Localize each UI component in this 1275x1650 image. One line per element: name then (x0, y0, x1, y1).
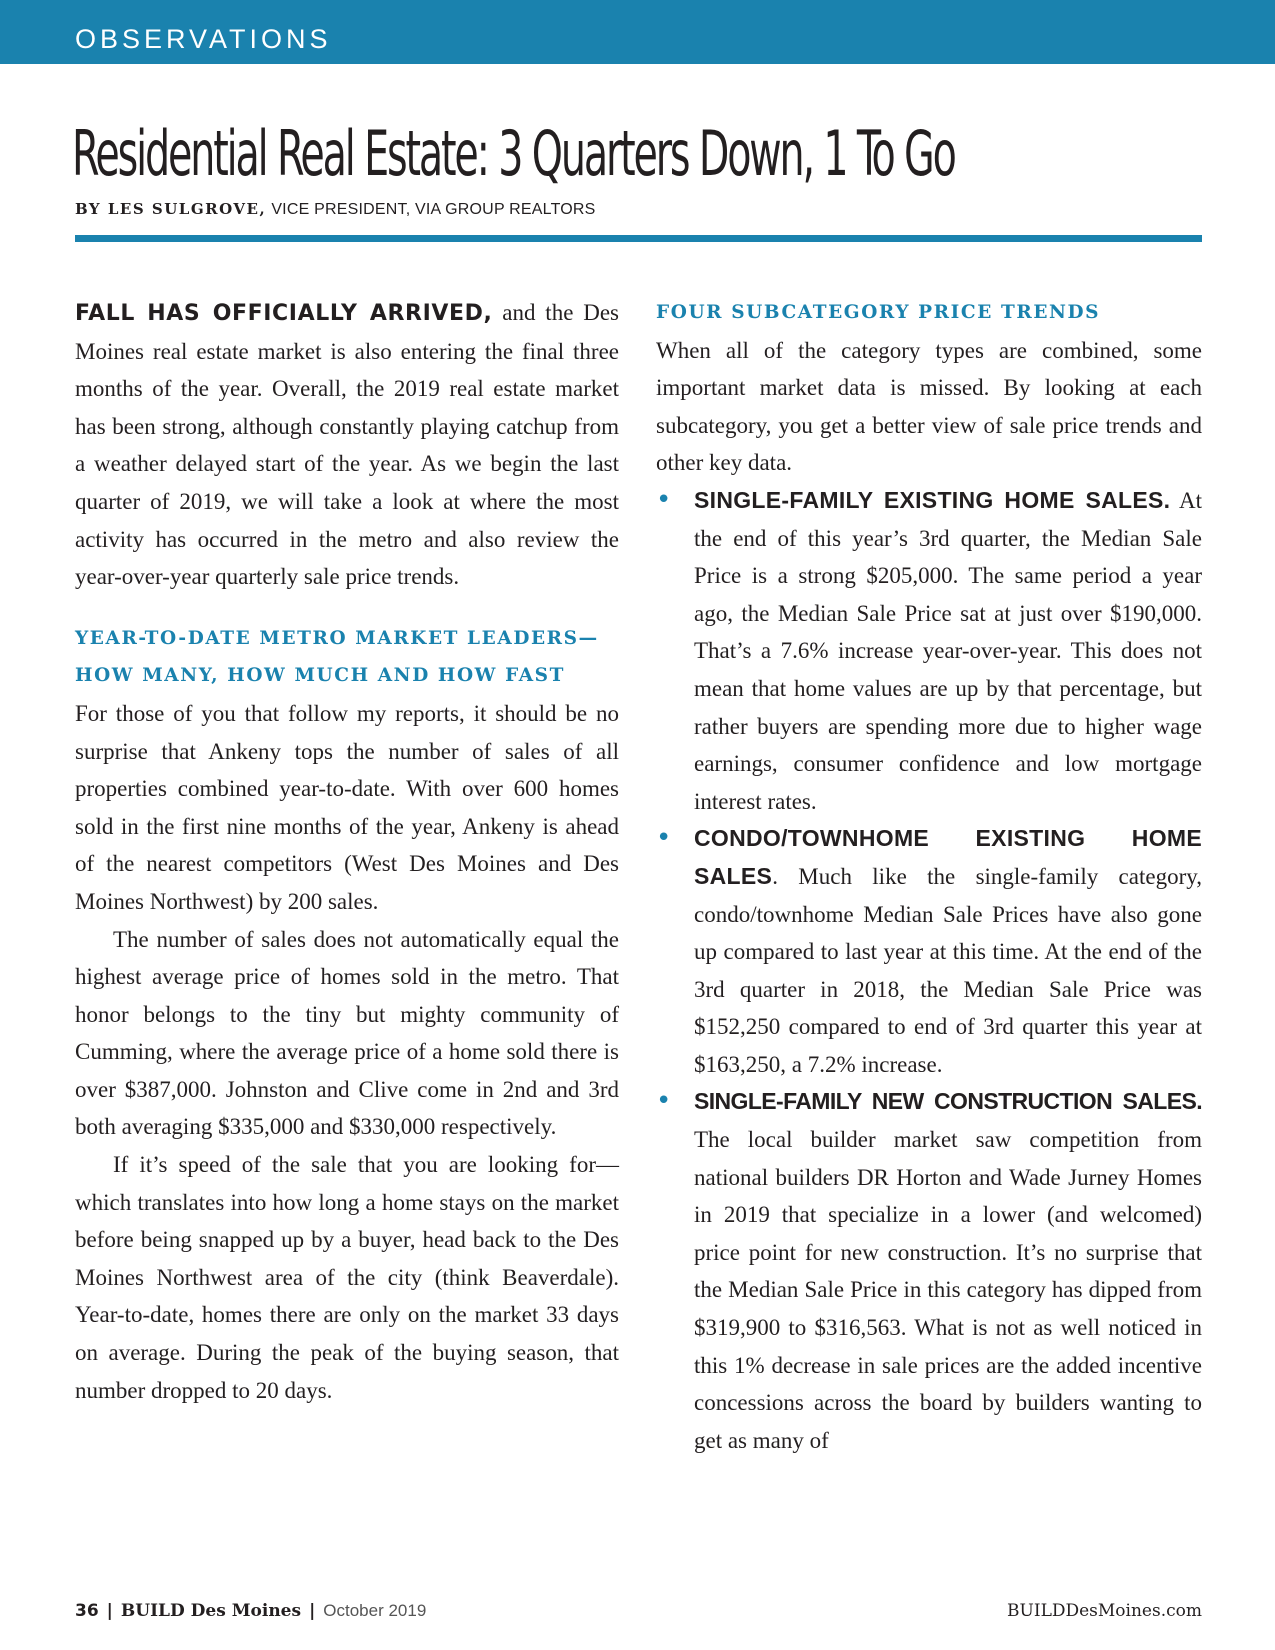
list-item (656, 820, 1202, 1083)
left-column (75, 294, 619, 1409)
footer-website: BUILDDesMoines.com (1007, 1601, 1202, 1621)
section-header-bar (0, 0, 1275, 64)
bullet-text: At the end of this year’s 3rd quarter, the Median Sale Price is a strong $205,000. The same period a year ago, the Median Sale Price sat at just over $190,000. That’s a 7.6% increase year-over-year. This does not mean that home values are up by that percentage, but rather buyers are spending more due to higher wage earnings, consumer confidence and low mortgage interest rates. (694, 487, 1202, 814)
body-paragraph: For those of you that follow my reports, it should be no surprise that Ankeny tops the number of sales of all properties combined year-to-date. With over 600 homes sold in the first nine months of the year, Ankeny is ahead of the nearest competitors (West Des Moines and Des Moines Northwest) by 200 sales. (75, 700, 619, 914)
bullet-icon: • (656, 823, 672, 854)
bullet-icon: • (656, 484, 672, 515)
page-footer (75, 1598, 1202, 1624)
section-label: OBSERVATIONS (75, 24, 332, 54)
title-divider (75, 235, 1202, 242)
byline-author: BY LES SULGROVE, (75, 200, 267, 218)
issue-date: October 2019 (323, 1601, 427, 1620)
article-title: Residential Real Estate: 3 Quarters Down, 1 To Go (72, 117, 955, 190)
right-column (656, 294, 1202, 1459)
footer-separator: | (106, 1601, 113, 1621)
bullet-heading: SINGLE-FAMILY EXISTING HOME SALES. (694, 486, 1171, 513)
magazine-name: BUILD Des Moines (120, 1601, 302, 1621)
intro-paragraph (75, 294, 619, 596)
footer-separator: | (309, 1601, 316, 1621)
subhead-line-2: HOW MANY, HOW MUCH AND HOW FAST (75, 665, 566, 687)
body-paragraph: If it’s speed of the sale that you are looking for—which translates into how long a home stays on the market before being snapped up by a buyer, head back to the Des Moines Northwest area of the city (think Beaverdale). Year-to-date, homes there are only on the market 33 days on average. During the peak of the buying season, that number dropped to 20 days. (75, 1152, 619, 1403)
bullet-text: . Much like the single-family category, condo/townhome Median Sale Prices have also gone up compared to last year at this time. At the end of the 3rd quarter in 2018, the Median Sale Price was $152,250 compared to end of 3rd quarter this year at $163,250, a 7.2% increase. (694, 863, 1202, 1077)
bullet-icon: • (656, 1086, 672, 1117)
byline-role: VICE PRESIDENT, VIA GROUP REALTORS (271, 201, 596, 218)
subhead-line-1: YEAR-TO-DATE METRO MARKET LEADERS— (75, 627, 599, 649)
bullet-heading: SINGLE-FAMILY NEW CONSTRUCTION SALES. (694, 1088, 1202, 1115)
body-paragraph: The number of sales does not automatically equal the highest average price of homes sold in the metro. That honor belongs to the tiny but mighty community of Cumming, where the average price of a home sold there is over $387,000. Johnston and Clive come in 2nd and 3rd both averaging $335,000 and $330,000 respectively. (75, 926, 619, 1140)
bullet-heading: CONDO/TOWNHOME EXISTING HOME SALES (694, 825, 1202, 889)
bullet-text: The local builder market saw competition from national builders DR Horton and Wade Jurney Homes in 2019 that specialize in a lower (and welcomed) price point for new construction. It’s no surprise that the Median Sale Price in this category has dipped from $319,900 to $316,563. What is not as well noticed in this 1% decrease in sale prices are the added incentive concessions across the board by builders wanting to get as many of (694, 1127, 1202, 1453)
footer-left (75, 1598, 426, 1624)
price-trends-subhead: FOUR SUBCATEGORY PRICE TRENDS (656, 302, 1101, 323)
list-item (656, 1083, 1202, 1459)
price-trends-intro: When all of the category types are combined, some important market data is missed. By looking at each subcategory, you get a better view of sale price trends and other key data. (656, 337, 1202, 476)
subcategory-list (656, 482, 1202, 1459)
intro-text: and the Des Moines real estate market is also entering the final three months of the year. Overall, the 2019 real estate market has been strong, although constantly playing catchup from a weather delayed start of the year. As we begin the last quarter of 2019, we will take a look at where the most activity has occurred in the metro and also review the year-over-year quarterly sale price trends. (75, 300, 619, 590)
intro-lead: FALL HAS OFFICIALLY ARRIVED, (75, 301, 493, 326)
byline (75, 198, 596, 221)
list-item (656, 482, 1202, 820)
market-leaders-subhead (75, 620, 619, 695)
page-number: 36 (75, 1601, 99, 1621)
